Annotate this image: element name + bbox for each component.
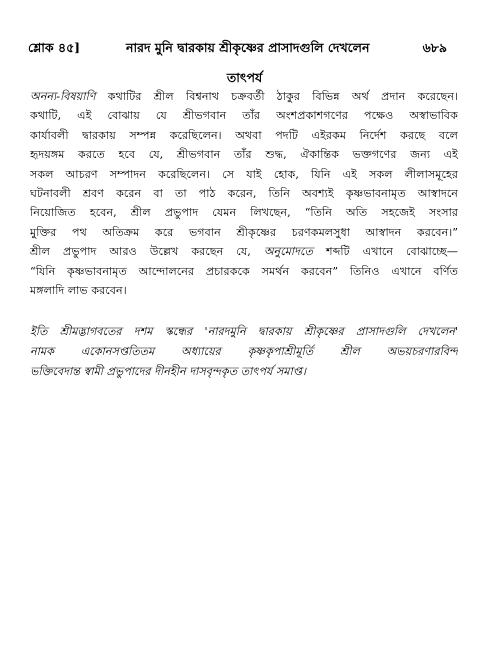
purport-body <box>30 87 458 300</box>
chapter-colophon <box>30 322 458 381</box>
sanskrit-term: অনুমোদতে <box>263 245 313 259</box>
colophon-line: ভক্তিবেদান্ত স্বামী প্রভুপাদের দীনহীন দাসবৃন্দকৃত তাৎপর্য সমাপ্ত। <box>30 364 306 378</box>
sanskrit-term: অনন্য-বিষয়াণি <box>30 90 96 103</box>
purport-line: মঙ্গলাদি লাভ করবেন। <box>30 284 127 298</box>
purport-line: কথাটি, এই বোঝায় যে শ্রীভগবান তাঁর অংশপ্রকাশগণের পক্ষেও অস্বাভাবিক <box>30 109 458 123</box>
purport-line: মুক্তির পথ অতিক্রম করে ভগবান শ্রীকৃষ্ণের চরণকমলসুধা আস্বাদন করবেন।” <box>30 225 458 239</box>
colophon-line: ইতি শ্রীমদ্ভাগবতের দশম স্কন্ধের 'নারদমুনি দ্বারকায় শ্রীকৃষ্ণের প্রাসাদগুলি দেখলেন' <box>30 325 458 338</box>
colophon-line: নামক একোনসপ্ততিতম অধ্যায়ের কৃষ্ণকৃপাশ্রীমূর্তি শ্রীল অভয়চরণারবিন্দ <box>30 344 458 358</box>
chapter-title: নারদ মুনি দ্বারকায় শ্রীকৃষ্ণের প্রাসাদগুলি দেখলেন <box>126 40 370 55</box>
purport-line: সকল আচরণ সম্পাদন করেছিলেন। সে যাই হোক, যিনি এই সকল লীলাসমূহের <box>30 167 458 181</box>
purport-line: “যিনি কৃষ্ণভাবনামৃত আন্দোলনের প্রচারককে সমর্থন করবেন” তিনিও এখানে বর্ণিত <box>30 264 458 278</box>
page-number: ৬৮৯ <box>422 40 447 55</box>
purport-heading: তাৎপর্য <box>226 70 263 85</box>
running-header <box>28 40 447 58</box>
purport-line: হৃদয়ঙ্গম করতে হবে যে, শ্রীভগবান তাঁর শুদ্ধ, ঐকান্তিক ভক্তগণের জন্য এই <box>30 148 458 162</box>
purport-line: অনন্য-বিষয়াণি কথাটির শ্রীল বিশ্বনাথ চক্রবর্তী ঠাকুর বিভিন্ন অর্থ প্রদান করেছেন। <box>30 90 458 103</box>
verse-reference: শ্লোক ৪৫] <box>28 40 81 55</box>
purport-line: ঘটনাবলী শ্রবণ করেন বা তা পাঠ করেন, তিনি অবশ্যই কৃষ্ণভাবনামৃত আস্বাদনে <box>30 187 458 201</box>
purport-line: নিয়োজিত হবেন, শ্রীল প্রভুপাদ যেমন লিখছেন, “তিনি অতি সহজেই সংসার <box>30 206 458 220</box>
purport-line: শ্রীল প্রভুপাদ আরও উল্লেখ করছেন যে, অনুমোদতে শব্দটি এখানে বোঝাচ্ছে— <box>30 245 458 259</box>
purport-line: কার্যাবলী দ্বারকায় সম্পন্ন করেছিলেন। অথবা পদটি এইরকম নির্দেশ করছে বলে <box>30 128 458 142</box>
